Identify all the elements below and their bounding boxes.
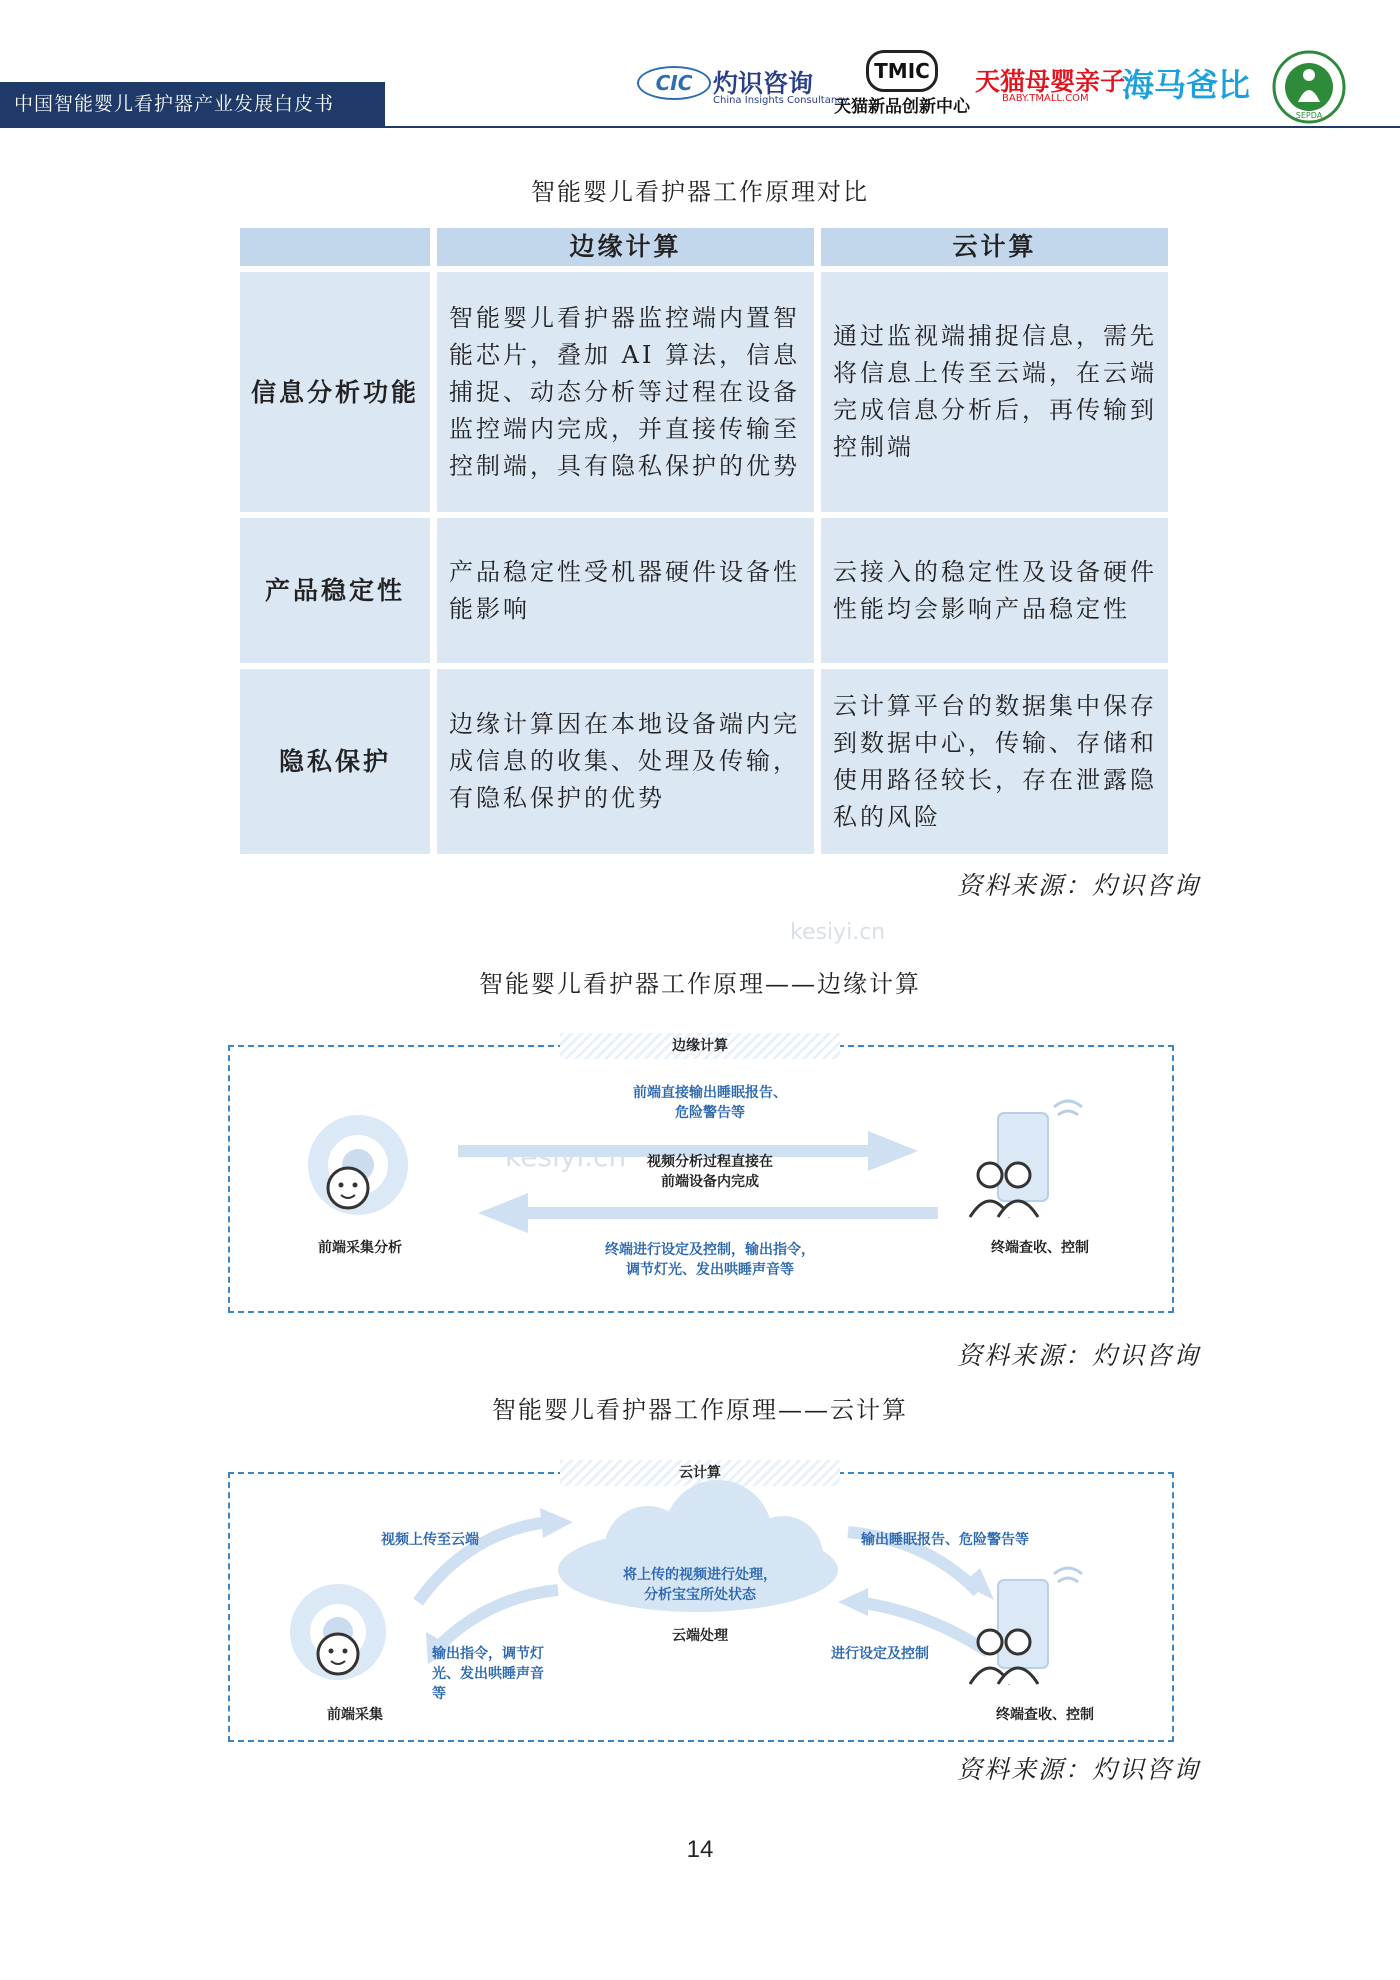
label-line: 将上传的视频进行处理， bbox=[623, 1567, 777, 1583]
cloud-upload-label: 视频上传至云端 bbox=[381, 1532, 479, 1548]
cloud-control-label: 进行设定及控制 bbox=[831, 1646, 929, 1662]
table-header-cloud: 云计算 bbox=[821, 228, 1168, 266]
parents-phone-icon bbox=[970, 1101, 1082, 1217]
arrow-left-icon bbox=[478, 1193, 938, 1233]
table-cell-cloud bbox=[821, 272, 1168, 512]
sepda-text: SEPDA bbox=[1295, 111, 1323, 120]
cloud-output-label: 输出睡眠报告、危险警告等 bbox=[861, 1532, 1029, 1548]
cic-logo-en: China Insights Consultancy bbox=[713, 95, 849, 106]
table-cell-text: 产品稳定性受机器硬件设备性能影响 bbox=[449, 557, 800, 623]
comparison-title: 智能婴儿看护器工作原理对比 bbox=[531, 178, 869, 206]
table-cell-text: 云计算平台的数据集中保存到数据中心，传输、存储和使用路径较长，存在泄露隐私的风险 bbox=[833, 691, 1157, 831]
cloud-diagram-graphics bbox=[228, 1472, 1174, 1742]
edge-right-label: 终端查收、控制 bbox=[991, 1240, 1089, 1256]
edge-center-label bbox=[600, 1152, 820, 1192]
label-line: 前端设备内完成 bbox=[661, 1174, 759, 1190]
tmic-logo-mark: TMIC bbox=[866, 50, 938, 92]
cloud-command-label bbox=[432, 1644, 582, 1704]
cic-logo-cn: 灼识咨询 bbox=[713, 69, 814, 98]
table-cell-text: 通过监视端捕捉信息，需先将信息上传至云端，在云端完成信息分析后，再传输到控制端 bbox=[833, 322, 1157, 461]
label-line: 输出指令，调节灯 bbox=[432, 1646, 544, 1662]
table-cell-edge bbox=[437, 272, 814, 512]
edge-top-arrow-label bbox=[580, 1083, 840, 1123]
cloud-center-text bbox=[578, 1565, 822, 1605]
cloud-left-label: 前端采集 bbox=[327, 1707, 383, 1723]
cloud-right-label: 终端查收、控制 bbox=[996, 1707, 1094, 1723]
edge-bottom-arrow-label bbox=[560, 1240, 860, 1280]
baby-camera-icon bbox=[290, 1584, 386, 1680]
header-divider bbox=[0, 126, 1400, 128]
page-number: 14 bbox=[686, 1836, 714, 1863]
edge-diagram-title: 智能婴儿看护器工作原理——边缘计算 bbox=[479, 970, 921, 998]
cloud-diagram-source: 资料来源：灼识咨询 bbox=[956, 1755, 1200, 1784]
table-cell-text: 智能婴儿看护器监控端内置智能芯片，叠加 AI 算法，信息捕捉、动态分析等过程在设备监控端内完成，并直接传输至控制端，具有隐私保护的优势 bbox=[449, 303, 801, 480]
tmic-logo-cn: 天猫新品创新中心 bbox=[834, 97, 970, 117]
report-title-band bbox=[0, 82, 385, 126]
arrow-command-icon bbox=[438, 1590, 558, 1647]
baby-camera-icon bbox=[308, 1115, 408, 1215]
cloud-diagram-tab: 云计算 bbox=[560, 1460, 840, 1486]
sepda-logo-icon bbox=[1272, 50, 1346, 124]
label-line: 分析宝宝所处状态 bbox=[644, 1587, 756, 1603]
haima-logo: 海马爸比 bbox=[1122, 66, 1251, 104]
table-row-label: 隐私保护 bbox=[240, 669, 430, 854]
report-title: 中国智能婴儿看护器产业发展白皮书 bbox=[14, 93, 335, 115]
edge-diagram-tab: 边缘计算 bbox=[560, 1033, 840, 1059]
table-cell-cloud bbox=[821, 669, 1168, 854]
table-header-edge: 边缘计算 bbox=[437, 228, 814, 266]
table-cell-text: 边缘计算因在本地设备端内完成信息的收集、处理及传输，有隐私保护的优势 bbox=[449, 710, 800, 812]
tmall-logo-en: BABY.TMALL.COM bbox=[1002, 93, 1089, 104]
label-line: 危险警告等 bbox=[675, 1105, 745, 1121]
cloud-process-label: 云端处理 bbox=[672, 1628, 728, 1644]
label-line: 光、发出哄睡声音 bbox=[432, 1666, 544, 1682]
table-header-corner bbox=[240, 228, 430, 266]
table-row-label: 信息分析功能 bbox=[240, 272, 430, 512]
edge-left-label: 前端采集分析 bbox=[318, 1240, 402, 1256]
table-cell-edge bbox=[437, 669, 814, 854]
watermark-text: kesiyi.cn bbox=[790, 920, 886, 945]
label-line: 前端直接输出睡眠报告、 bbox=[633, 1085, 787, 1101]
label-line: 等 bbox=[432, 1686, 446, 1702]
table-cell-edge bbox=[437, 518, 814, 663]
label-line: 视频分析过程直接在 bbox=[647, 1154, 773, 1170]
table-cell-cloud bbox=[821, 518, 1168, 663]
edge-diagram-source: 资料来源：灼识咨询 bbox=[956, 1341, 1200, 1370]
label-line: 调节灯光、发出哄睡声音等 bbox=[626, 1262, 794, 1278]
label-line: 终端进行设定及控制，输出指令， bbox=[605, 1242, 815, 1258]
tmall-logo-cn: 天猫母婴亲子 bbox=[975, 67, 1126, 96]
table-row-label: 产品稳定性 bbox=[240, 518, 430, 663]
cloud-diagram-title: 智能婴儿看护器工作原理——云计算 bbox=[492, 1396, 908, 1424]
cic-logo-mark: CIC bbox=[637, 66, 711, 100]
table-cell-text: 云接入的稳定性及设备硬件性能均会影响产品稳定性 bbox=[833, 557, 1157, 623]
comparison-source: 资料来源：灼识咨询 bbox=[956, 871, 1200, 900]
